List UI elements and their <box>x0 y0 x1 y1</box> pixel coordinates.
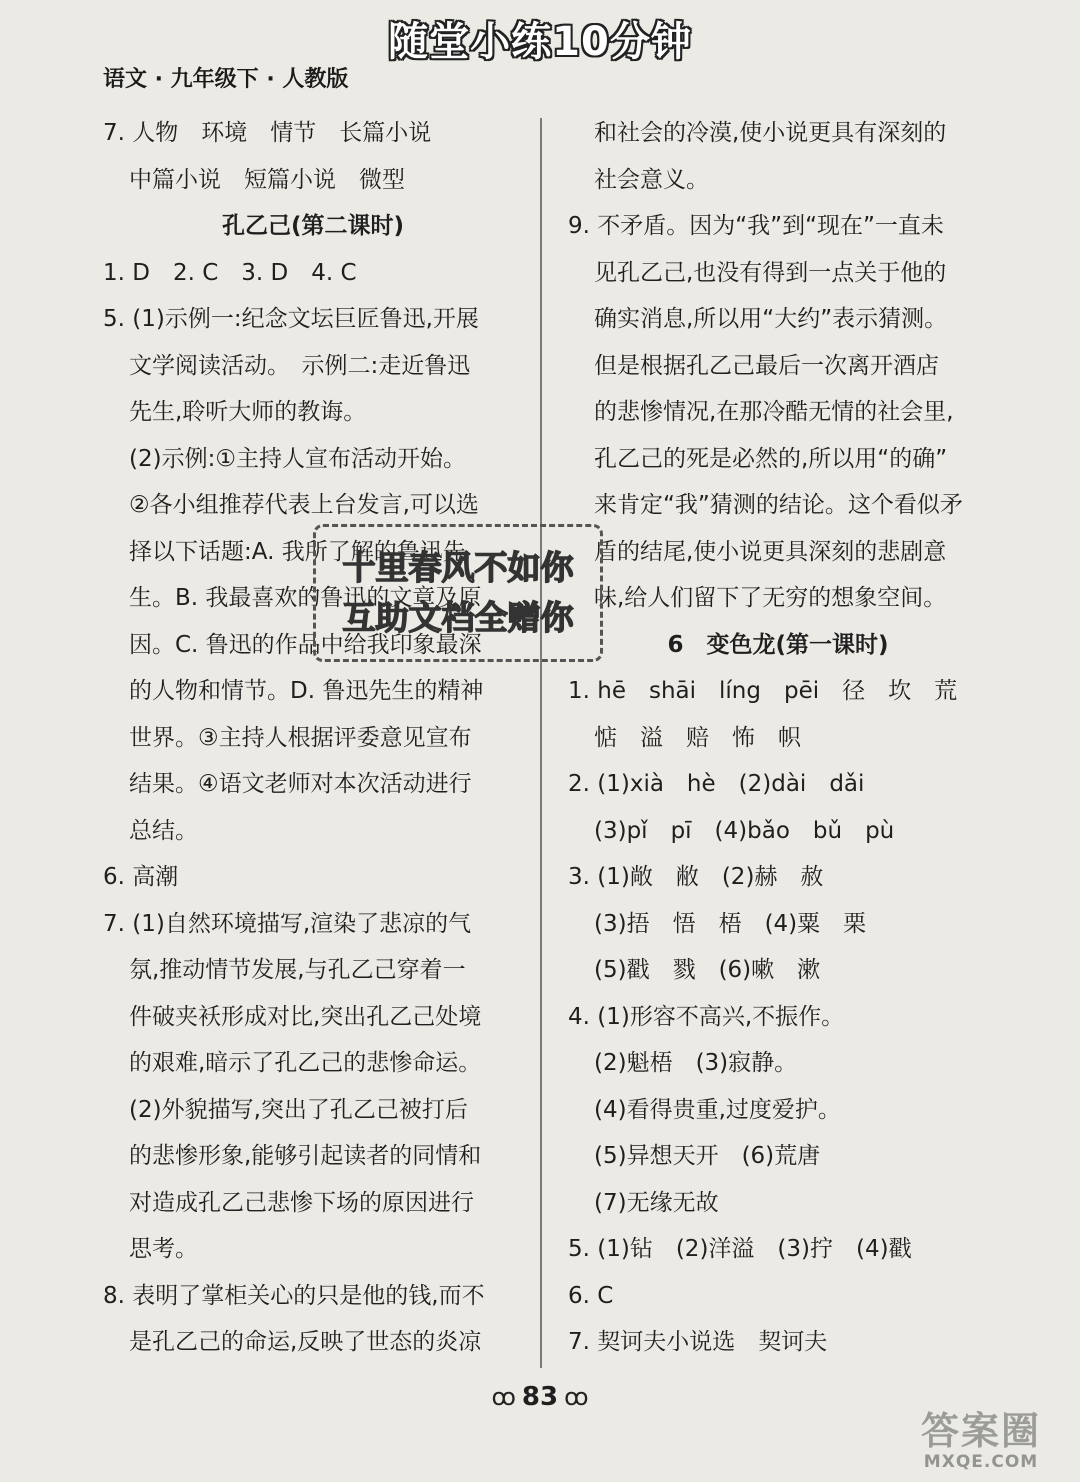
site-watermark <box>896 1410 1066 1472</box>
left-ornament-icon: ꝏ <box>491 1383 516 1411</box>
answer-line: 的艰难,暗示了孔乙己的悲惨命运。 <box>129 1050 482 1076</box>
answer-line: 结果。④语文老师对本次活动进行 <box>129 771 472 797</box>
answer-line: 氛,推动情节发展,与孔乙己穿着一 <box>129 957 466 983</box>
answer-line: 4. (1)形容不高兴,不振作。 <box>568 1003 845 1030</box>
answer-line: (3)捂 悟 梧 (4)粟 栗 <box>594 910 867 937</box>
answer-line: (7)无缘无故 <box>594 1189 719 1216</box>
answer-line: 盾的结尾,使小说更具深刻的悲剧意 <box>594 538 947 565</box>
answer-line: 中篇小说 短篇小说 微型 <box>129 166 405 193</box>
left-column <box>103 110 523 1366</box>
answer-line: 7. 人物 环境 情节 长篇小说 <box>103 120 432 146</box>
book-subtitle: 语文 · 九年级下 · 人教版 <box>103 67 349 92</box>
page-footer <box>0 1382 1080 1412</box>
answer-line: (2)魁梧 (3)寂静。 <box>594 1050 798 1076</box>
answer-line: 对造成孔乙己悲惨下场的原因进行 <box>129 1189 474 1216</box>
right-column <box>568 110 988 1366</box>
watermark-logo: 答案圈 <box>920 1409 1041 1453</box>
answer-line: 因。C. 鲁迅的作品中给我印象最深 <box>129 631 482 658</box>
answer-line: 5. (1)示例一:纪念文坛巨匠鲁迅,开展 <box>103 306 479 332</box>
answer-line: 见孔乙己,也没有得到一点关于他的 <box>594 259 947 286</box>
page-number: 83 <box>521 1382 559 1412</box>
answer-line: 文学阅读活动。 示例二:走近鲁迅 <box>129 352 471 379</box>
answer-line: 孔乙己的死是必然的,所以用“的确” <box>594 445 948 472</box>
column-divider <box>540 118 542 1368</box>
answer-line: 5. (1)钻 (2)洋溢 (3)拧 (4)戳 <box>568 1236 912 1262</box>
answer-line: 来肯定“我”猜测的结论。这个看似矛 <box>594 492 963 518</box>
answer-line: 味,给人们留下了无穷的想象空间。 <box>594 585 947 611</box>
answer-line: 7. (1)自然环境描写,渲染了悲凉的气 <box>103 910 472 937</box>
answer-line: 8. 表明了掌柜关心的只是他的钱,而不 <box>103 1282 485 1309</box>
watermark-stamp <box>313 524 603 662</box>
answer-line: 世界。③主持人根据评委意见宣布 <box>129 724 472 751</box>
answer-line: 生。B. 我最喜欢的鲁迅的文章及原 <box>129 585 482 611</box>
answer-line: 总结。 <box>129 817 198 844</box>
answer-line: 惦 溢 赔 怖 帜 <box>594 724 801 751</box>
right-ornament-icon: ꝏ <box>564 1383 589 1411</box>
answer-line: (5)戳 戮 (6)嗽 漱 <box>594 957 821 983</box>
answer-line: 确实消息,所以用“大约”表示猜测。 <box>594 306 948 332</box>
answer-line: 1. hē shāi líng pēi 径 坎 荒 <box>568 678 958 704</box>
book-series-title: 随堂小练10分钟 <box>388 19 692 65</box>
answer-line: 6. C <box>568 1282 614 1309</box>
answer-line: 1. D 2. C 3. D 4. C <box>103 259 357 286</box>
answer-line: (2)示例:①主持人宣布活动开始。 <box>129 445 466 472</box>
answer-line: 但是根据孔乙己最后一次离开酒店 <box>594 352 939 379</box>
answer-line: 的悲惨形象,能够引起读者的同情和 <box>129 1143 482 1169</box>
answer-line: 6. 高潮 <box>103 864 179 890</box>
answer-line: 3. (1)敞 敝 (2)赫 赦 <box>568 864 824 890</box>
stamp-text-line: 互助文档全赠你 <box>342 598 574 637</box>
answer-line: 7. 契诃夫小说选 契诃夫 <box>568 1329 828 1355</box>
answer-line: 社会意义。 <box>594 166 709 193</box>
answer-line: 择以下话题:A. 我所了解的鲁迅先 <box>129 538 466 565</box>
answer-line: (4)看得贵重,过度爱护。 <box>594 1096 841 1123</box>
answer-line: (3)pǐ pī (4)bǎo bǔ pù <box>594 817 895 844</box>
answer-line: 的悲惨情况,在那冷酷无情的社会里, <box>594 399 954 425</box>
answer-line: 9. 不矛盾。因为“我”到“现在”一直未 <box>568 213 944 239</box>
section-heading: 孔乙己(第二课时) <box>221 213 405 239</box>
answer-line: 和社会的冷漠,使小说更具有深刻的 <box>594 120 947 146</box>
answer-line: 件破夹袄形成对比,突出孔乙己处境 <box>129 1003 482 1030</box>
answer-line: ②各小组推荐代表上台发言,可以选 <box>129 492 479 518</box>
answer-line: 的人物和情节。D. 鲁迅先生的精神 <box>129 678 484 704</box>
answer-line: (2)外貌描写,突出了孔乙己被打后 <box>129 1096 468 1123</box>
stamp-text-line: 十里春风不如你 <box>342 548 574 587</box>
answer-line: 先生,聆听大师的教诲。 <box>129 399 367 425</box>
answer-line: (5)异想天开 (6)荒唐 <box>594 1143 821 1169</box>
answer-line: 2. (1)xià hè (2)dài dǎi <box>568 771 865 797</box>
answer-line: 是孔乙己的命运,反映了世态的炎凉 <box>129 1329 482 1355</box>
section-heading: 6 变色龙(第一课时) <box>667 631 889 658</box>
answer-line: 思考。 <box>129 1236 198 1262</box>
watermark-url: MXQE.COM <box>923 1452 1039 1472</box>
